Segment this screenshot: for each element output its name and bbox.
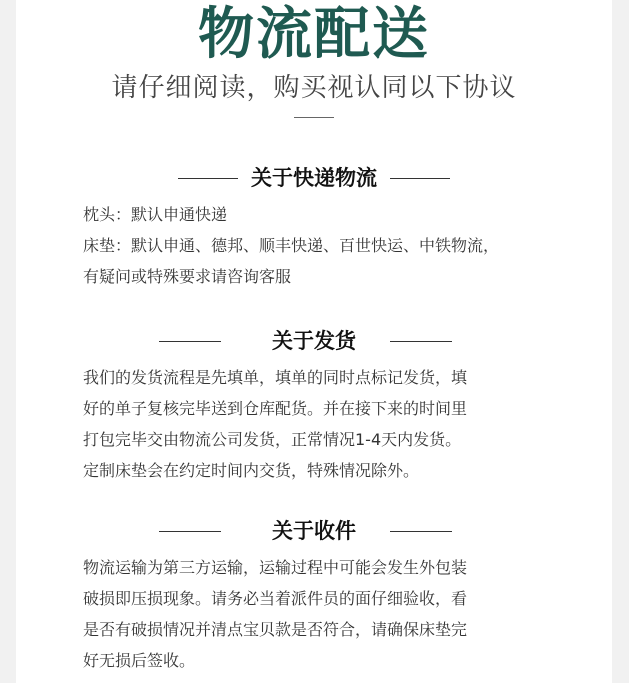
heading-right-rule	[390, 531, 452, 532]
section-heading-label: 关于发货	[272, 329, 356, 353]
page-subtitle: 请仔细阅读，购买视认同以下协议	[111, 73, 517, 103]
section-body-receiving	[83, 552, 583, 676]
heading-right-rule	[390, 341, 452, 342]
body-line: 好的单子复核完毕送到仓库配货。并在接下来的时间里	[83, 399, 468, 418]
body-line: 物流运输为第三方运输，运输过程中可能会发生外包装	[83, 558, 468, 577]
section-body-logistics	[83, 199, 583, 292]
body-line: 好无损后签收。	[83, 651, 196, 670]
body-line: 枕头：默认申通快递	[83, 205, 228, 224]
heading-right-rule	[390, 178, 450, 179]
section-body-shipping	[83, 362, 583, 486]
body-line: 我们的发货流程是先填单，填单的同时点标记发货，填	[83, 368, 468, 387]
body-line: 床垫：默认申通、德邦、顺丰快递、百世快运、中铁物流，	[83, 236, 500, 255]
section-heading-label: 关于快递物流	[251, 166, 377, 190]
section-heading-shipping	[16, 326, 612, 356]
subtitle-divider	[294, 117, 334, 118]
body-line: 定制床垫会在约定时间内交货，特殊情况除外。	[83, 461, 420, 480]
content-card	[16, 0, 612, 683]
body-line: 破损即压损现象。请务必当着派件员的面仔细验收，看	[83, 589, 468, 608]
body-line: 有疑问或特殊要求请咨询客服	[83, 267, 292, 286]
section-heading-label: 关于收件	[272, 519, 356, 543]
body-line: 打包完毕交由物流公司发货，正常情况1-4天内发货。	[83, 430, 462, 449]
section-heading-logistics	[16, 163, 612, 193]
body-line: 是否有破损情况并清点宝贝款是否符合，请确保床垫完	[83, 620, 468, 639]
page-title: 物流配送	[198, 2, 430, 67]
section-heading-receiving	[16, 516, 612, 546]
